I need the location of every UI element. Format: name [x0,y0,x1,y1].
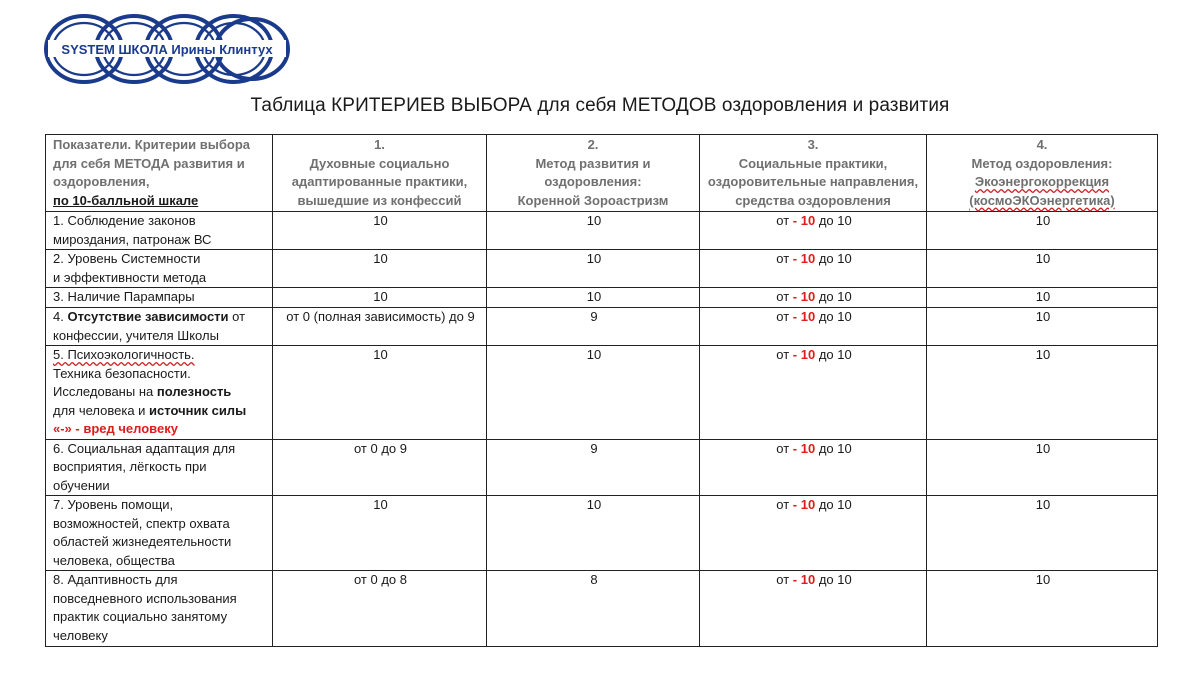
score-col2: 10 [487,212,700,250]
cell-text: от [776,309,793,324]
cell-text: - [792,497,801,512]
cell-text: 10 [800,309,816,324]
header-col2 [487,135,700,212]
cell-text: от [776,440,793,456]
cell-text: 10 [800,213,816,228]
cell-text: 7. Уровень помощи, [53,497,174,512]
cell-text: Техника безопасности. [53,365,191,381]
cell-text: Исследованы на [53,384,157,399]
table-row [46,212,1158,250]
cell-text: от [776,289,793,304]
cell-text: практик социально занятому [53,609,228,624]
cell-text: от [776,347,793,362]
cell-text: 10 [800,440,816,456]
score-col2: 10 [487,496,700,571]
infinity-rings-logo [42,10,292,88]
table-row [46,571,1158,647]
cell-text: до 10 [815,251,852,266]
cell-text: конфессии, учителя Школы [53,327,219,343]
criterion-label [46,212,273,250]
cell-text: областей жизнедеятельности [53,534,232,549]
cell-text: 1. Соблюдение законов [53,213,196,228]
cell-text: для себя МЕТОДА развития и [53,155,245,171]
cell-text: восприятия, лёгкость при [53,459,207,474]
cell-text: до 10 [815,289,852,304]
criterion-label [46,346,273,440]
cell-text: мироздания, патронаж ВС [53,231,212,247]
criterion-label [46,308,273,346]
cell-text: - [792,213,801,228]
cell-text: до 10 [815,440,852,456]
cell-text: Метод оздоровления: [971,155,1113,171]
cell-text: 10 [800,497,816,512]
score-col4: 10 [927,250,1158,288]
cell-text: Показатели. Критерии выбора [53,137,251,152]
cell-text: - [792,309,801,324]
score-col2: 8 [487,571,700,647]
score-col2: 10 [487,250,700,288]
cell-text: - [792,347,801,362]
cell-text: до 10 [815,213,852,228]
header-criteria [46,135,273,212]
cell-text: вышедшие из конфессий [297,192,462,208]
score-col4: 10 [927,346,1158,440]
cell-text: 10 [800,347,816,362]
cell-text: 6. Социальная адаптация для [53,440,236,456]
criterion-label [46,288,273,308]
cell-text: 8. Адаптивность для [53,572,178,587]
cell-text: от [776,497,793,512]
score-col4: 10 [927,308,1158,346]
score-col1: от 0 (полная зависимость) до 9 [273,308,487,346]
table-row [46,439,1158,496]
criterion-label [46,496,273,571]
cell-text: от [776,251,793,266]
cell-text: от [776,572,793,587]
table-row [46,288,1158,308]
school-logo [42,10,292,88]
score-col4: 10 [927,571,1158,647]
criteria-table [45,134,1158,647]
cell-text: - [792,572,801,587]
score-col1: 10 [273,250,487,288]
score-col3 [700,212,927,250]
cell-text: - [792,440,801,456]
cell-text: 1. [374,137,385,152]
cell-text: 4. [1036,137,1048,152]
score-col3 [700,288,927,308]
cell-text: 5. Психоэкологичность. [53,347,195,362]
cell-text: адаптированные практики, [291,174,468,189]
cell-text: Метод развития и [535,155,651,171]
cell-text: полезность [156,384,232,399]
cell-text: 3. Наличие Парампары [53,289,195,304]
table-row [46,308,1158,346]
cell-text: человеку [53,627,108,643]
score-col3 [700,308,927,346]
score-col1: от 0 до 8 [273,571,487,647]
header-col4 [927,135,1158,212]
cell-text: 4. [53,309,68,324]
table-header-row [46,135,1158,212]
cell-text: (космоЭКОэнергетика) [969,192,1115,208]
cell-text: - [792,289,801,304]
score-col3 [700,346,927,440]
cell-text: от [228,309,246,324]
header-col1 [273,135,487,212]
cell-text: источник силы [149,402,247,418]
criterion-label [46,250,273,288]
logo-text: SYSTEM ШКОЛА Ирины Клинтух [61,42,273,57]
score-col2: 10 [487,288,700,308]
cell-text: 10 [800,289,816,304]
cell-text: Социальные практики, [738,155,888,171]
cell-text: Экоэнергокоррекция [974,174,1110,189]
cell-text: средства оздоровления [735,192,891,208]
criterion-label [46,571,273,647]
harm-note: «-» - вред человеку [53,421,178,436]
cell-text: до 10 [815,497,852,512]
score-col3 [700,439,927,496]
score-col4: 10 [927,288,1158,308]
cell-text: для человека и [53,402,150,418]
score-col4: 10 [927,496,1158,571]
cell-text: до 10 [815,347,852,362]
score-col1: 10 [273,288,487,308]
criterion-label [46,439,273,496]
cell-text: Отсутствие зависимости [67,309,229,324]
table-row [46,346,1158,440]
cell-text: обучении [53,477,110,493]
score-col3 [700,571,927,647]
score-col1: 10 [273,496,487,571]
score-col1: от 0 до 9 [273,439,487,496]
scale-note: по 10-балльной шкале [53,192,199,208]
score-col1: 10 [273,346,487,440]
cell-text: 10 [800,572,816,587]
table-row [46,250,1158,288]
header-col3 [700,135,927,212]
score-col1: 10 [273,212,487,250]
cell-text: Коренной Зороастризм [517,192,669,208]
cell-text: - [792,251,801,266]
score-col4: 10 [927,439,1158,496]
score-col2: 9 [487,308,700,346]
cell-text: оздоровительные направления, [707,174,919,189]
cell-text: от [776,213,793,228]
score-col2: 10 [487,346,700,440]
cell-text: повседневного использования [53,590,237,606]
cell-text: человека, общества [53,552,175,568]
cell-text: Духовные социально [309,155,450,171]
cell-text: до 10 [815,572,852,587]
cell-text: оздоровления: [544,174,642,189]
score-col3 [700,250,927,288]
score-col4: 10 [927,212,1158,250]
cell-text: до 10 [815,309,852,324]
cell-text: и эффективности метода [53,269,207,285]
cell-text: возможностей, спектр охвата [53,515,230,531]
score-col3 [700,496,927,571]
cell-text: 2. [587,137,599,152]
cell-text: 2. Уровень Системности [53,251,201,266]
score-col2: 9 [487,439,700,496]
page-title: Таблица КРИТЕРИЕВ ВЫБОРА для себя МЕТОДОВ оздоровления и развития [250,95,950,116]
table-row [46,496,1158,571]
cell-text: 3. [807,137,819,152]
cell-text: оздоровления, [53,174,150,189]
cell-text: 10 [800,251,816,266]
